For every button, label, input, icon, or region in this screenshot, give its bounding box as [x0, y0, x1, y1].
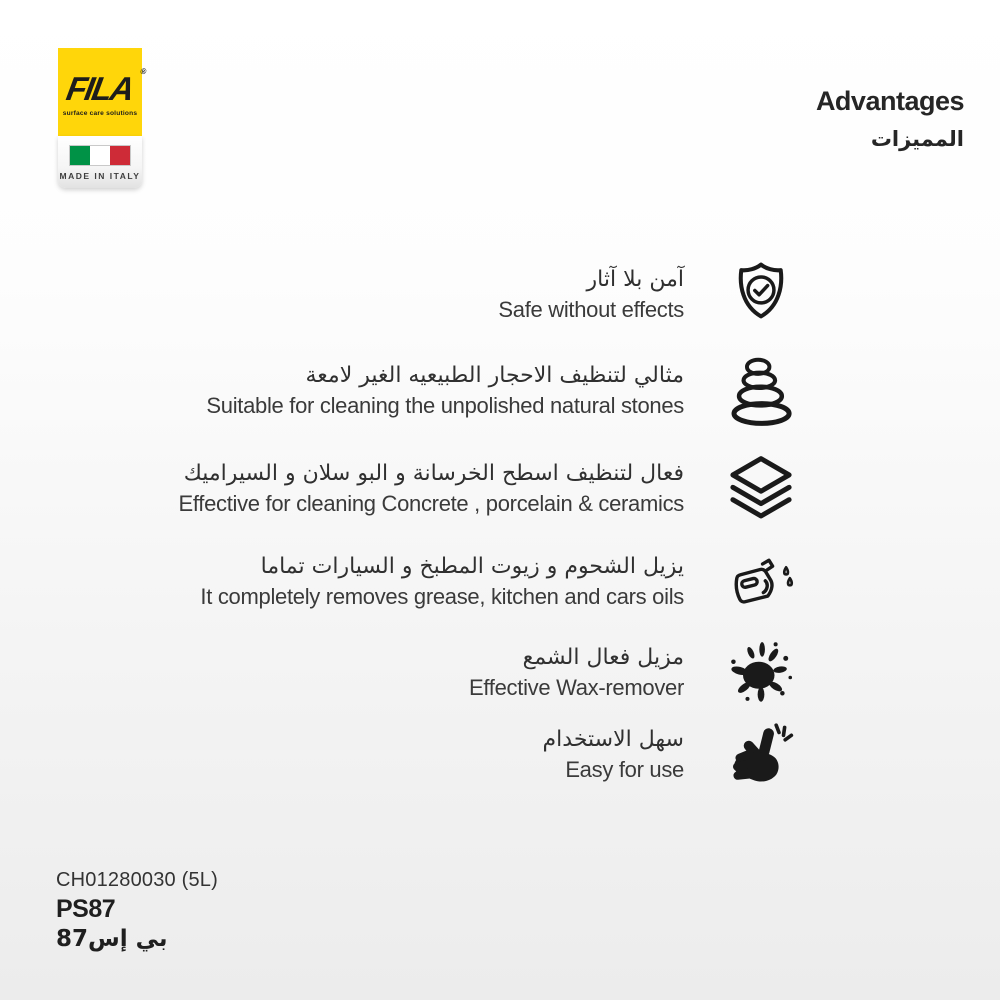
flag-green — [70, 146, 90, 165]
advantage-row — [178, 450, 800, 528]
advantage-text-english: Effective Wax-remover — [469, 675, 684, 700]
advantage-row — [469, 634, 800, 712]
advantage-text — [200, 554, 684, 610]
advantages-title-arabic: المميزات — [870, 127, 964, 151]
fila-logo-subtitle: surface care solutions — [62, 109, 138, 117]
advantage-text-english: Safe without effects — [498, 297, 684, 322]
advantage-text-arabic: آمن بلا آثار — [586, 267, 684, 292]
flag-white — [90, 146, 110, 165]
zen-stones-icon — [722, 352, 800, 430]
oil-canister-icon — [722, 543, 800, 621]
advantage-text-arabic: مزيل فعال الشمع — [522, 645, 684, 670]
product-name-arabic: بي إس87 — [56, 926, 168, 952]
advantage-text-english: Effective for cleaning Concrete , porcelain & ceramics — [178, 491, 684, 516]
advantage-text-english: It completely removes grease, kitchen and cars oils — [200, 584, 684, 609]
registered-trademark-icon: ® — [139, 66, 146, 76]
splat-icon — [722, 634, 800, 712]
product-name: PS87 — [56, 895, 116, 923]
made-in-italy-badge — [58, 136, 142, 188]
snap-fingers-icon — [722, 716, 800, 794]
italy-flag-icon — [69, 145, 131, 166]
advantage-row — [543, 716, 800, 794]
advantage-text — [498, 267, 684, 323]
fila-logo-text — [64, 66, 146, 107]
product-footer — [56, 869, 218, 952]
advantage-row — [200, 543, 800, 621]
product-code: CH01280030 (5L) — [56, 869, 218, 891]
advantage-text-arabic: مثالي لتنظيف الاحجار الطبيعيه الغير لامعة — [305, 363, 684, 388]
layers-icon — [722, 450, 800, 528]
advantages-header — [816, 86, 964, 151]
advantage-row — [498, 256, 800, 334]
advantage-text-english: Suitable for cleaning the unpolished natural stones — [206, 393, 684, 418]
flag-red — [110, 146, 130, 165]
advantage-text — [206, 363, 684, 419]
fila-logo — [58, 48, 146, 136]
shield-check-icon — [722, 256, 800, 334]
advantage-text — [543, 727, 684, 783]
advantage-text-arabic: يزيل الشحوم و زيوت المطبخ و السيارات تماما — [260, 554, 684, 579]
advantage-text-arabic: فعال لتنظيف اسطح الخرسانة و البو سلان و السيراميك — [183, 461, 684, 486]
brand-block — [58, 48, 146, 188]
advantage-text-english: Easy for use — [565, 757, 684, 782]
made-in-italy-label: MADE IN ITALY — [59, 171, 141, 181]
advantage-text — [178, 461, 684, 517]
advantage-text-arabic: سهل الاستخدام — [542, 727, 684, 752]
fila-wordmark: FILA — [64, 69, 136, 107]
advantages-title-english: Advantages — [815, 86, 964, 116]
advantage-text — [469, 645, 684, 701]
advantage-row — [206, 352, 800, 430]
